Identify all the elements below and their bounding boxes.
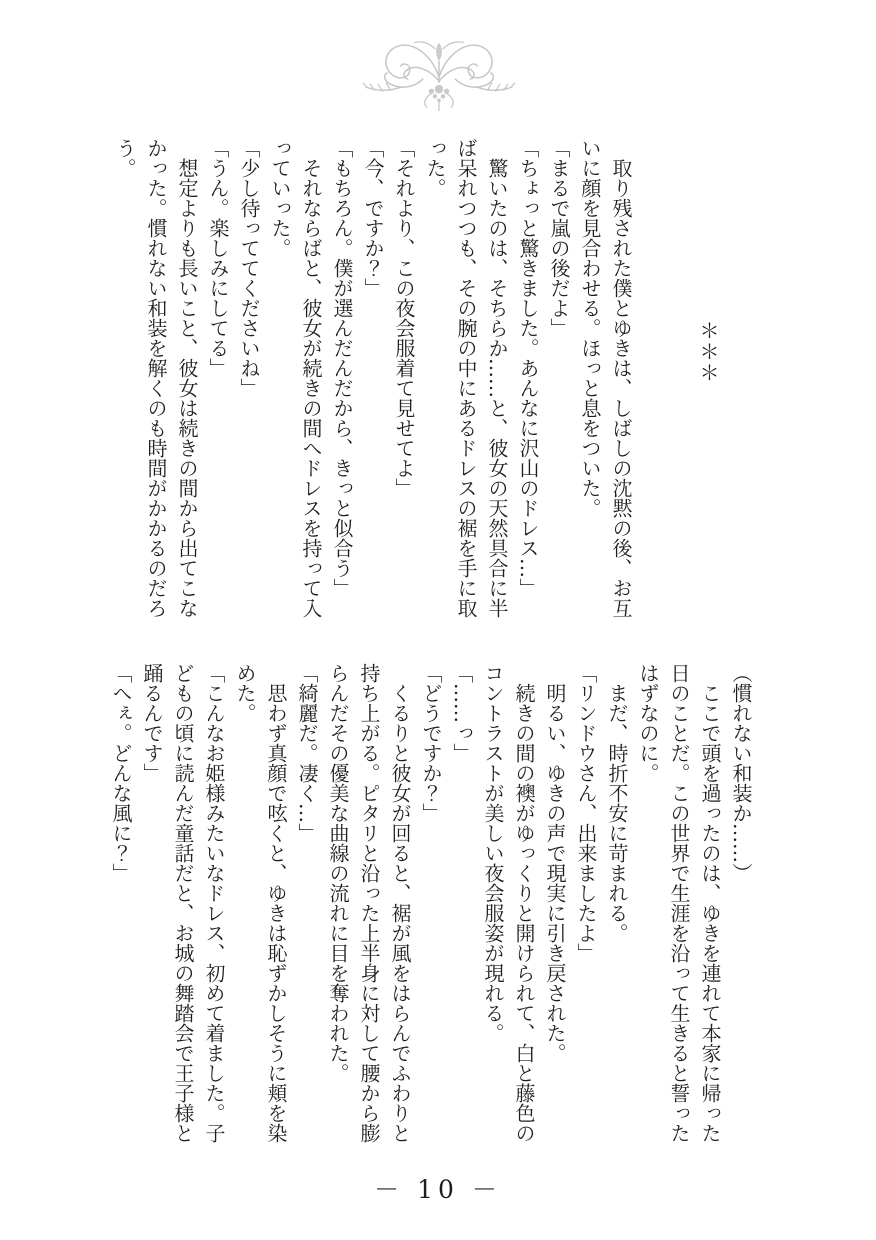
text-line: まだ、時折不安に苛まれる。 xyxy=(605,663,629,943)
story-text-upper xyxy=(109,138,636,634)
text-line: う。 xyxy=(113,138,137,178)
text-line: 踊るんです」 xyxy=(140,663,164,783)
text-line: 「まるで嵐の後だよ」 xyxy=(547,138,571,338)
text-line: めた。 xyxy=(233,663,257,723)
text-line: コントラストが美しい夜会服姿が現れる。 xyxy=(481,663,505,1043)
text-line: った。 xyxy=(423,138,447,198)
text-line: ば呆れつつも、その腕の中にあるドレスの裾を手に取 xyxy=(454,138,478,618)
text-line: 「少し待っててくださいね」 xyxy=(237,138,261,398)
text-line: どもの頃に読んだ童話だと、お城の舞踏会で王子様と xyxy=(171,663,195,1143)
text-line: 続きの間の襖がゆっくりと開けられて、白と藤色の xyxy=(512,663,536,1143)
text-line: それならばと、彼女が続きの間へドレスを持って入 xyxy=(299,138,323,618)
text-line: 驚いたのは、そちらか……と、彼女の天然具合に半 xyxy=(485,138,509,618)
text-line: かった。慣れない和装を解くのも時間がかかるのだろ xyxy=(144,138,168,618)
text-line: 「こんなお姫様みたいなドレス、初めて着ました。子 xyxy=(202,663,226,1143)
text-line: 「それより、この夜会服着て見せてよ」 xyxy=(392,138,416,498)
text-line: っていった。 xyxy=(268,138,292,258)
text-line: 取り残された僕とゆきは、しばしの沈黙の後、お互 xyxy=(609,138,633,618)
text-line: 「綺麗だ。凄く…」 xyxy=(295,663,319,843)
text-line: 「リンドウさん、出来ましたよ」 xyxy=(574,663,598,963)
page-number: － 10 － xyxy=(374,1175,502,1204)
text-line: 持ち上がる。ピタリと沿った上半身に対して腰から膨 xyxy=(357,663,381,1143)
text-line: 想定よりも長いこと、彼女は続きの間から出てこな xyxy=(175,138,199,618)
text-line: 「もちろん。僕が選んだんだから、きっと似合う」 xyxy=(330,138,354,598)
text-line: 「ちょっと驚きました。あんなに沢山のドレス…」 xyxy=(516,138,540,598)
ornament-flourish-icon xyxy=(358,34,520,114)
text-line: 「どうですか？」 xyxy=(419,663,443,823)
section-divider: ＊＊＊ xyxy=(696,320,720,383)
text-line: 「今、ですか？」 xyxy=(361,138,385,298)
text-line: 「うん。楽しみにしてる」 xyxy=(206,138,230,378)
text-line: はずなのに。 xyxy=(636,663,660,783)
text-line: くるりと彼女が回ると、裾が風をはらんでふわりと xyxy=(388,663,412,1143)
text-line: らんだその優美な曲線の流れに目を奪われた。 xyxy=(326,663,350,1083)
text-line: いに顔を見合わせる。ほっと息をついた。 xyxy=(578,138,602,518)
text-line: ここで頭を過ったのは、ゆきを連れて本家に帰った xyxy=(698,663,722,1143)
text-line: （慣れない和装か……） xyxy=(729,663,753,883)
text-line: 「……っ」 xyxy=(450,663,474,763)
text-line: 「へぇ。どんな風に？」 xyxy=(109,663,133,883)
story-text-lower xyxy=(105,663,756,1159)
text-line: 明るい、ゆきの声で現実に引き戻された。 xyxy=(543,663,567,1063)
text-line: 日のことだ。この世界で生涯を沿って生きると誓った xyxy=(667,663,691,1143)
text-line: 思わず真顔で呟くと、ゆきは恥ずかしそうに頬を染 xyxy=(264,663,288,1143)
